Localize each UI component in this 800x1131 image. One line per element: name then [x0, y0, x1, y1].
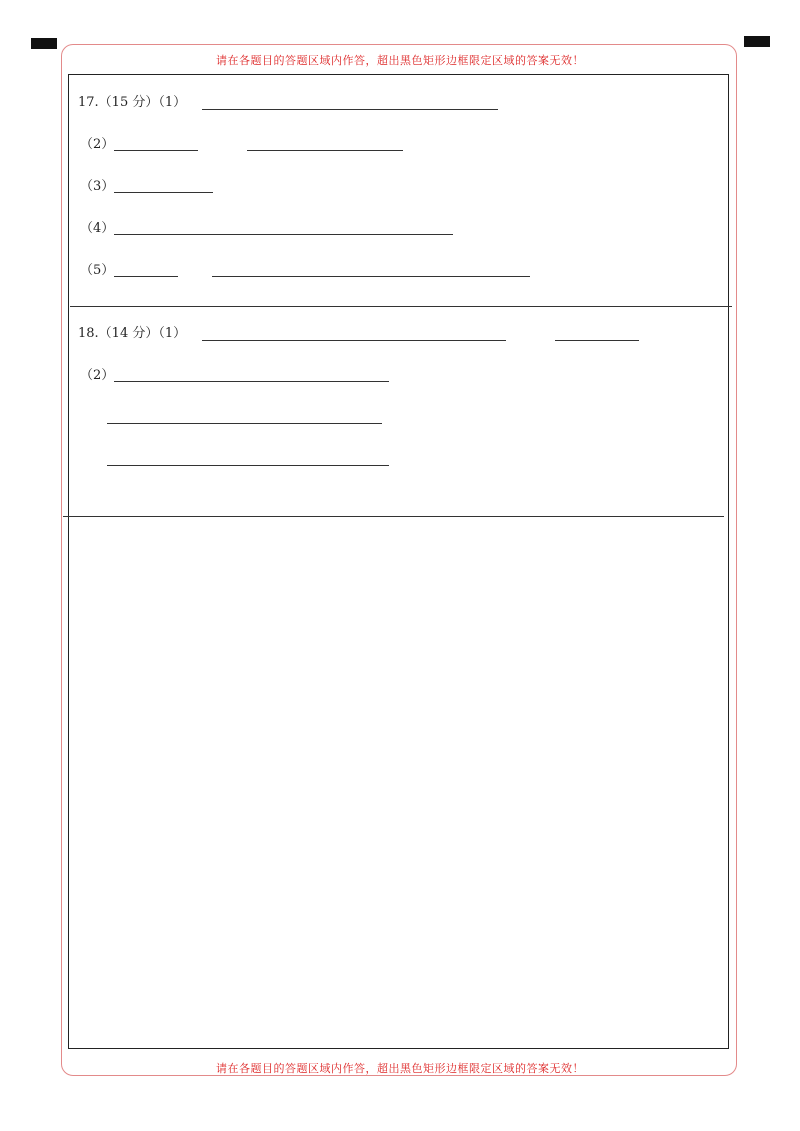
- q18-part2-label: （2）: [80, 368, 115, 383]
- q17-part5-label: （5）: [80, 263, 115, 278]
- q17-part2-answer-line-b[interactable]: [247, 150, 403, 151]
- q18-part2-answer-line-2[interactable]: [107, 423, 382, 424]
- top-warning-text: 请在各题目的答题区域内作答，超出黑色矩形边框限定区域的答案无效！: [216, 54, 584, 67]
- q17-part3-label: （3）: [80, 179, 115, 194]
- q17-part3-answer-line[interactable]: [114, 192, 213, 193]
- q17-part1-answer-line[interactable]: [202, 109, 498, 110]
- bottom-warning-text: 请在各题目的答题区域内作答，超出黑色矩形边框限定区域的答案无效！: [216, 1062, 584, 1075]
- q17-part2-label: （2）: [80, 137, 115, 152]
- q17-part5-answer-line-a[interactable]: [114, 276, 178, 277]
- alignment-marker-left: [31, 38, 57, 49]
- q18-part1-answer-line-b[interactable]: [555, 340, 639, 341]
- alignment-marker-right: [744, 36, 770, 47]
- blank-answer-area[interactable]: [70, 520, 727, 1046]
- q18-part2-answer-line-1[interactable]: [114, 381, 389, 382]
- q17-heading: 17.（15 分）（1）: [78, 95, 187, 110]
- section-divider-1: [70, 306, 732, 307]
- q18-heading: 18.（14 分）（1）: [78, 326, 187, 341]
- q17-part4-answer-line[interactable]: [114, 234, 453, 235]
- q17-part5-answer-line-b[interactable]: [212, 276, 530, 277]
- q18-part2-answer-line-3[interactable]: [107, 465, 389, 466]
- q17-part2-answer-line-a[interactable]: [114, 150, 198, 151]
- q18-part1-answer-line-a[interactable]: [202, 340, 506, 341]
- section-divider-2: [63, 516, 724, 517]
- q17-part4-label: （4）: [80, 221, 115, 236]
